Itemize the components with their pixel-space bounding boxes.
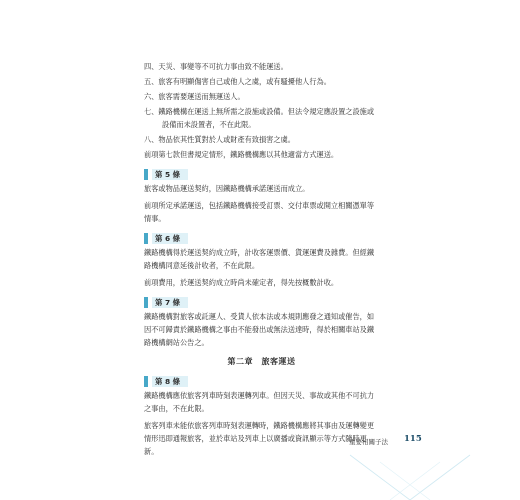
list-item: 五、旅客有明顯傷害自己或他人之虞，或有騷擾他人行為。: [144, 77, 331, 86]
article-heading: [144, 376, 379, 387]
paragraph: 鐵路機構應依旅客列車時刻表運轉列車。但因天災、事故或其他不可抗力之事由，不在此限。: [144, 391, 375, 413]
article-heading: [144, 233, 379, 244]
paragraph: 鐵路機構對旅客或託運人、受貨人依本法或本規則應發之通知或催告，如因不可歸責於鐵路機構之事由不能發出或無法送達時，得於相關車站及鐵路機構網站公告之。: [144, 312, 375, 347]
article-bar-icon: [144, 233, 148, 244]
list-item: 四、天災、事變等不可抗力事由致不能運送。: [144, 62, 288, 71]
paragraph: 鐵路機構得於運送契約成立時，計收客運票價、貨運運費及雜費。但經鐵路機構同意延後計收者，不在此限。: [144, 248, 375, 270]
paragraph: 旅客或物品運送契約，因鐵路機構承諾運送而成立。: [144, 184, 310, 193]
chapter-title: 第二章 旅客運送: [227, 357, 296, 366]
list-item: 六、旅客需要運送而無運送人。: [144, 92, 245, 101]
article-heading: [144, 297, 379, 308]
article-bar-icon: [144, 297, 148, 308]
footer-section-label: 重要相關子法: [349, 438, 388, 446]
paragraph: 前項所定承諾運送，包括鐵路機構接受訂票、交付車票或開立相關憑單等情事。: [144, 201, 375, 223]
article-label: 第 8 條: [152, 376, 188, 387]
paragraph: 前項第七款但書規定情形，鐵路機構應以其他適當方式運送。: [144, 150, 339, 159]
article-label: 第 7 條: [152, 297, 188, 308]
article-label: 第 5 條: [152, 169, 188, 180]
page-number: 115: [404, 434, 422, 444]
paragraph: 旅客列車未能依旅客列車時刻表運轉時，鐵路機構應將其事由及運轉變更情形迅即通報旅客，並於車站及列車上以廣播或資訊顯示等方式隨時更新。: [144, 421, 375, 456]
deco-line: [410, 455, 470, 500]
article-label: 第 6 條: [152, 233, 188, 244]
article-bar-icon: [144, 169, 148, 180]
article-bar-icon: [144, 376, 148, 387]
paragraph: 前項費用，於運送契約成立時尚未確定者，得先按概數計收。: [144, 278, 339, 287]
deco-line: [390, 462, 440, 500]
deco-line: [380, 462, 430, 500]
page-body: [144, 60, 379, 462]
article-heading: [144, 169, 379, 180]
list-item: 八、物品依其性質對於人或財產有致損害之虞。: [144, 135, 295, 144]
list-item: 七、鐵路機構在運送上無所需之設施或設備。但法令規定應設置之設施或設備而未設置者，不在此限。: [144, 107, 375, 129]
